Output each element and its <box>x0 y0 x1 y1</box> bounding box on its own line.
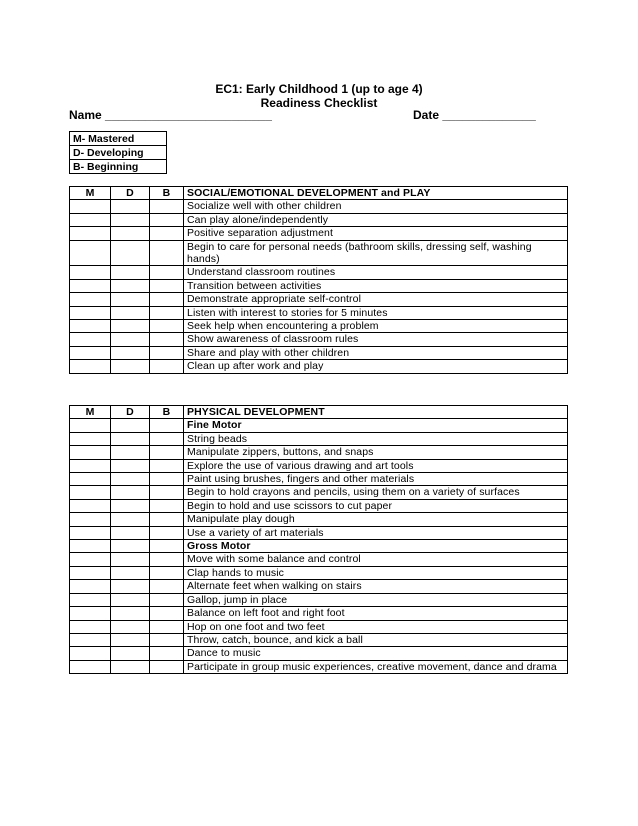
check-cell-m[interactable] <box>70 553 111 566</box>
subsection-row <box>70 419 568 432</box>
fine-motor-rows <box>70 432 568 539</box>
check-cell-b[interactable] <box>150 660 184 673</box>
page-title: EC1: Early Childhood 1 (up to age 4) <box>215 82 423 96</box>
checklist-item: Share and play with other children <box>184 346 568 359</box>
legend-box <box>69 131 167 174</box>
check-cell-b[interactable] <box>150 333 184 346</box>
check-cell-m[interactable] <box>70 320 111 333</box>
check-cell-d[interactable] <box>111 540 150 553</box>
subsection-gross-motor: Gross Motor <box>184 540 568 553</box>
check-cell-m[interactable] <box>70 620 111 633</box>
legend-mastered: M- Mastered <box>70 132 167 146</box>
check-cell-d[interactable] <box>111 459 150 472</box>
checklist-item: Transition between activities <box>184 279 568 292</box>
check-cell-b[interactable] <box>150 213 184 226</box>
checklist-row <box>70 553 568 566</box>
checklist-row <box>70 360 568 373</box>
check-cell-m[interactable] <box>70 486 111 499</box>
check-cell-d[interactable] <box>111 240 150 266</box>
gross-motor-rows <box>70 553 568 674</box>
checklist-row <box>70 620 568 633</box>
check-cell-b[interactable] <box>150 553 184 566</box>
subsection-fine-motor: Fine Motor <box>184 419 568 432</box>
check-cell-m[interactable] <box>70 633 111 646</box>
check-cell-m[interactable] <box>70 306 111 319</box>
check-cell-m[interactable] <box>70 346 111 359</box>
check-cell-b[interactable] <box>150 580 184 593</box>
check-cell-d[interactable] <box>111 593 150 606</box>
check-cell-d[interactable] <box>111 647 150 660</box>
check-cell-m[interactable] <box>70 279 111 292</box>
checklist-row <box>70 432 568 445</box>
check-cell-b[interactable] <box>150 513 184 526</box>
checklist-row <box>70 227 568 240</box>
check-cell-m[interactable] <box>70 213 111 226</box>
checklist-row <box>70 459 568 472</box>
checklist-row <box>70 647 568 660</box>
table-header-row <box>70 187 568 200</box>
check-cell-b[interactable] <box>150 540 184 553</box>
checklist-item: Begin to hold crayons and pencils, using them on a variety of surfaces <box>184 486 568 499</box>
checklist-item: String beads <box>184 432 568 445</box>
checklist-item: Paint using brushes, fingers and other materials <box>184 473 568 486</box>
check-cell-b[interactable] <box>150 200 184 213</box>
physical-development-table <box>69 405 568 674</box>
checklist-item: Positive separation adjustment <box>184 227 568 240</box>
checklist-item: Show awareness of classroom rules <box>184 333 568 346</box>
legend-beginning: B- Beginning <box>70 160 167 174</box>
check-cell-m[interactable] <box>70 660 111 673</box>
check-cell-m[interactable] <box>70 419 111 432</box>
checklist-row <box>70 526 568 539</box>
check-cell-d[interactable] <box>111 266 150 279</box>
check-cell-b[interactable] <box>150 266 184 279</box>
check-cell-m[interactable] <box>70 607 111 620</box>
check-cell-b[interactable] <box>150 499 184 512</box>
check-cell-m[interactable] <box>70 446 111 459</box>
checklist-item: Hop on one foot and two feet <box>184 620 568 633</box>
check-cell-b[interactable] <box>150 240 184 266</box>
check-cell-m[interactable] <box>70 200 111 213</box>
check-cell-m[interactable] <box>70 540 111 553</box>
checklist-row <box>70 486 568 499</box>
check-cell-m[interactable] <box>70 293 111 306</box>
check-cell-b[interactable] <box>150 566 184 579</box>
checklist-item: Clap hands to music <box>184 566 568 579</box>
check-cell-m[interactable] <box>70 360 111 373</box>
section-heading-social: SOCIAL/EMOTIONAL DEVELOPMENT and PLAY <box>184 187 568 200</box>
checklist-item: Throw, catch, bounce, and kick a ball <box>184 633 568 646</box>
checklist-item: Participate in group music experiences, creative movement, dance and drama <box>184 660 568 673</box>
check-cell-m[interactable] <box>70 459 111 472</box>
name-field[interactable]: Name _________________________ <box>69 108 272 122</box>
check-cell-m[interactable] <box>70 333 111 346</box>
check-cell-d[interactable] <box>111 419 150 432</box>
checklist-item: Socialize well with other children <box>184 200 568 213</box>
check-cell-m[interactable] <box>70 593 111 606</box>
checklist-item: Clean up after work and play <box>184 360 568 373</box>
check-cell-m[interactable] <box>70 647 111 660</box>
checklist-item: Alternate feet when walking on stairs <box>184 580 568 593</box>
check-cell-m[interactable] <box>70 566 111 579</box>
checklist-item: Understand classroom routines <box>184 266 568 279</box>
check-cell-b[interactable] <box>150 607 184 620</box>
checklist-item: Manipulate zippers, buttons, and snaps <box>184 446 568 459</box>
check-cell-d[interactable] <box>111 473 150 486</box>
check-cell-d[interactable] <box>111 432 150 445</box>
checklist-row <box>70 580 568 593</box>
check-cell-d[interactable] <box>111 306 150 319</box>
checklist-row <box>70 200 568 213</box>
check-cell-b[interactable] <box>150 593 184 606</box>
check-cell-d[interactable] <box>111 200 150 213</box>
social-emotional-table <box>69 186 568 374</box>
checklist-row <box>70 633 568 646</box>
check-cell-d[interactable] <box>111 660 150 673</box>
checklist-item: Explore the use of various drawing and art tools <box>184 459 568 472</box>
checklist-item: Balance on left foot and right foot <box>184 607 568 620</box>
check-cell-d[interactable] <box>111 213 150 226</box>
check-cell-b[interactable] <box>150 227 184 240</box>
check-cell-b[interactable] <box>150 526 184 539</box>
checklist-item: Listen with interest to stories for 5 minutes <box>184 306 568 319</box>
checklist-row <box>70 320 568 333</box>
check-cell-b[interactable] <box>150 459 184 472</box>
check-cell-d[interactable] <box>111 320 150 333</box>
checklist-row <box>70 513 568 526</box>
check-cell-b[interactable] <box>150 620 184 633</box>
check-cell-b[interactable] <box>150 446 184 459</box>
check-cell-d[interactable] <box>111 360 150 373</box>
checklist-row <box>70 213 568 226</box>
check-cell-d[interactable] <box>111 607 150 620</box>
social-rows <box>70 200 568 373</box>
checklist-row <box>70 446 568 459</box>
checklist-item: Dance to music <box>184 647 568 660</box>
check-cell-m[interactable] <box>70 513 111 526</box>
checklist-item: Use a variety of art materials <box>184 526 568 539</box>
check-cell-d[interactable] <box>111 633 150 646</box>
checklist-row <box>70 240 568 266</box>
check-cell-b[interactable] <box>150 633 184 646</box>
col-header-b: B <box>150 406 184 419</box>
date-field[interactable]: Date ______________ <box>413 108 536 122</box>
check-cell-b[interactable] <box>150 360 184 373</box>
col-header-d: D <box>111 406 150 419</box>
check-cell-b[interactable] <box>150 432 184 445</box>
checklist-item: Begin to hold and use scissors to cut paper <box>184 499 568 512</box>
page-subtitle: Readiness Checklist <box>260 96 378 110</box>
checklist-row <box>70 593 568 606</box>
check-cell-d[interactable] <box>111 293 150 306</box>
checklist-item: Demonstrate appropriate self-control <box>184 293 568 306</box>
check-cell-d[interactable] <box>111 580 150 593</box>
checklist-item: Gallop, jump in place <box>184 593 568 606</box>
check-cell-b[interactable] <box>150 279 184 292</box>
checklist-item: Can play alone/independently <box>184 213 568 226</box>
checklist-row <box>70 660 568 673</box>
subsection-row <box>70 540 568 553</box>
check-cell-d[interactable] <box>111 526 150 539</box>
check-cell-b[interactable] <box>150 473 184 486</box>
checklist-item: Move with some balance and control <box>184 553 568 566</box>
check-cell-d[interactable] <box>111 279 150 292</box>
col-header-d: D <box>111 187 150 200</box>
check-cell-d[interactable] <box>111 486 150 499</box>
check-cell-b[interactable] <box>150 293 184 306</box>
checklist-row <box>70 306 568 319</box>
check-cell-d[interactable] <box>111 566 150 579</box>
check-cell-d[interactable] <box>111 333 150 346</box>
check-cell-m[interactable] <box>70 580 111 593</box>
check-cell-d[interactable] <box>111 499 150 512</box>
check-cell-d[interactable] <box>111 446 150 459</box>
check-cell-b[interactable] <box>150 419 184 432</box>
check-cell-m[interactable] <box>70 227 111 240</box>
check-cell-m[interactable] <box>70 526 111 539</box>
checklist-item: Manipulate play dough <box>184 513 568 526</box>
checklist-row <box>70 293 568 306</box>
checklist-item: Begin to care for personal needs (bathroom skills, dressing self, washing hands) <box>184 240 568 266</box>
check-cell-d[interactable] <box>111 227 150 240</box>
check-cell-d[interactable] <box>111 553 150 566</box>
checklist-row <box>70 346 568 359</box>
table-header-row <box>70 406 568 419</box>
checklist-item: Seek help when encountering a problem <box>184 320 568 333</box>
checklist-row <box>70 279 568 292</box>
check-cell-d[interactable] <box>111 346 150 359</box>
col-header-m: M <box>70 406 111 419</box>
check-cell-d[interactable] <box>111 513 150 526</box>
check-cell-m[interactable] <box>70 499 111 512</box>
check-cell-m[interactable] <box>70 240 111 266</box>
legend-developing: D- Developing <box>70 146 167 160</box>
check-cell-b[interactable] <box>150 306 184 319</box>
checklist-row <box>70 566 568 579</box>
check-cell-d[interactable] <box>111 620 150 633</box>
check-cell-b[interactable] <box>150 647 184 660</box>
col-header-b: B <box>150 187 184 200</box>
check-cell-b[interactable] <box>150 320 184 333</box>
check-cell-m[interactable] <box>70 266 111 279</box>
checklist-row <box>70 499 568 512</box>
check-cell-b[interactable] <box>150 486 184 499</box>
col-header-m: M <box>70 187 111 200</box>
check-cell-b[interactable] <box>150 346 184 359</box>
check-cell-m[interactable] <box>70 473 111 486</box>
checklist-row <box>70 266 568 279</box>
checklist-row <box>70 607 568 620</box>
checklist-row <box>70 473 568 486</box>
checklist-row <box>70 333 568 346</box>
section-heading-physical: PHYSICAL DEVELOPMENT <box>184 406 568 419</box>
check-cell-m[interactable] <box>70 432 111 445</box>
